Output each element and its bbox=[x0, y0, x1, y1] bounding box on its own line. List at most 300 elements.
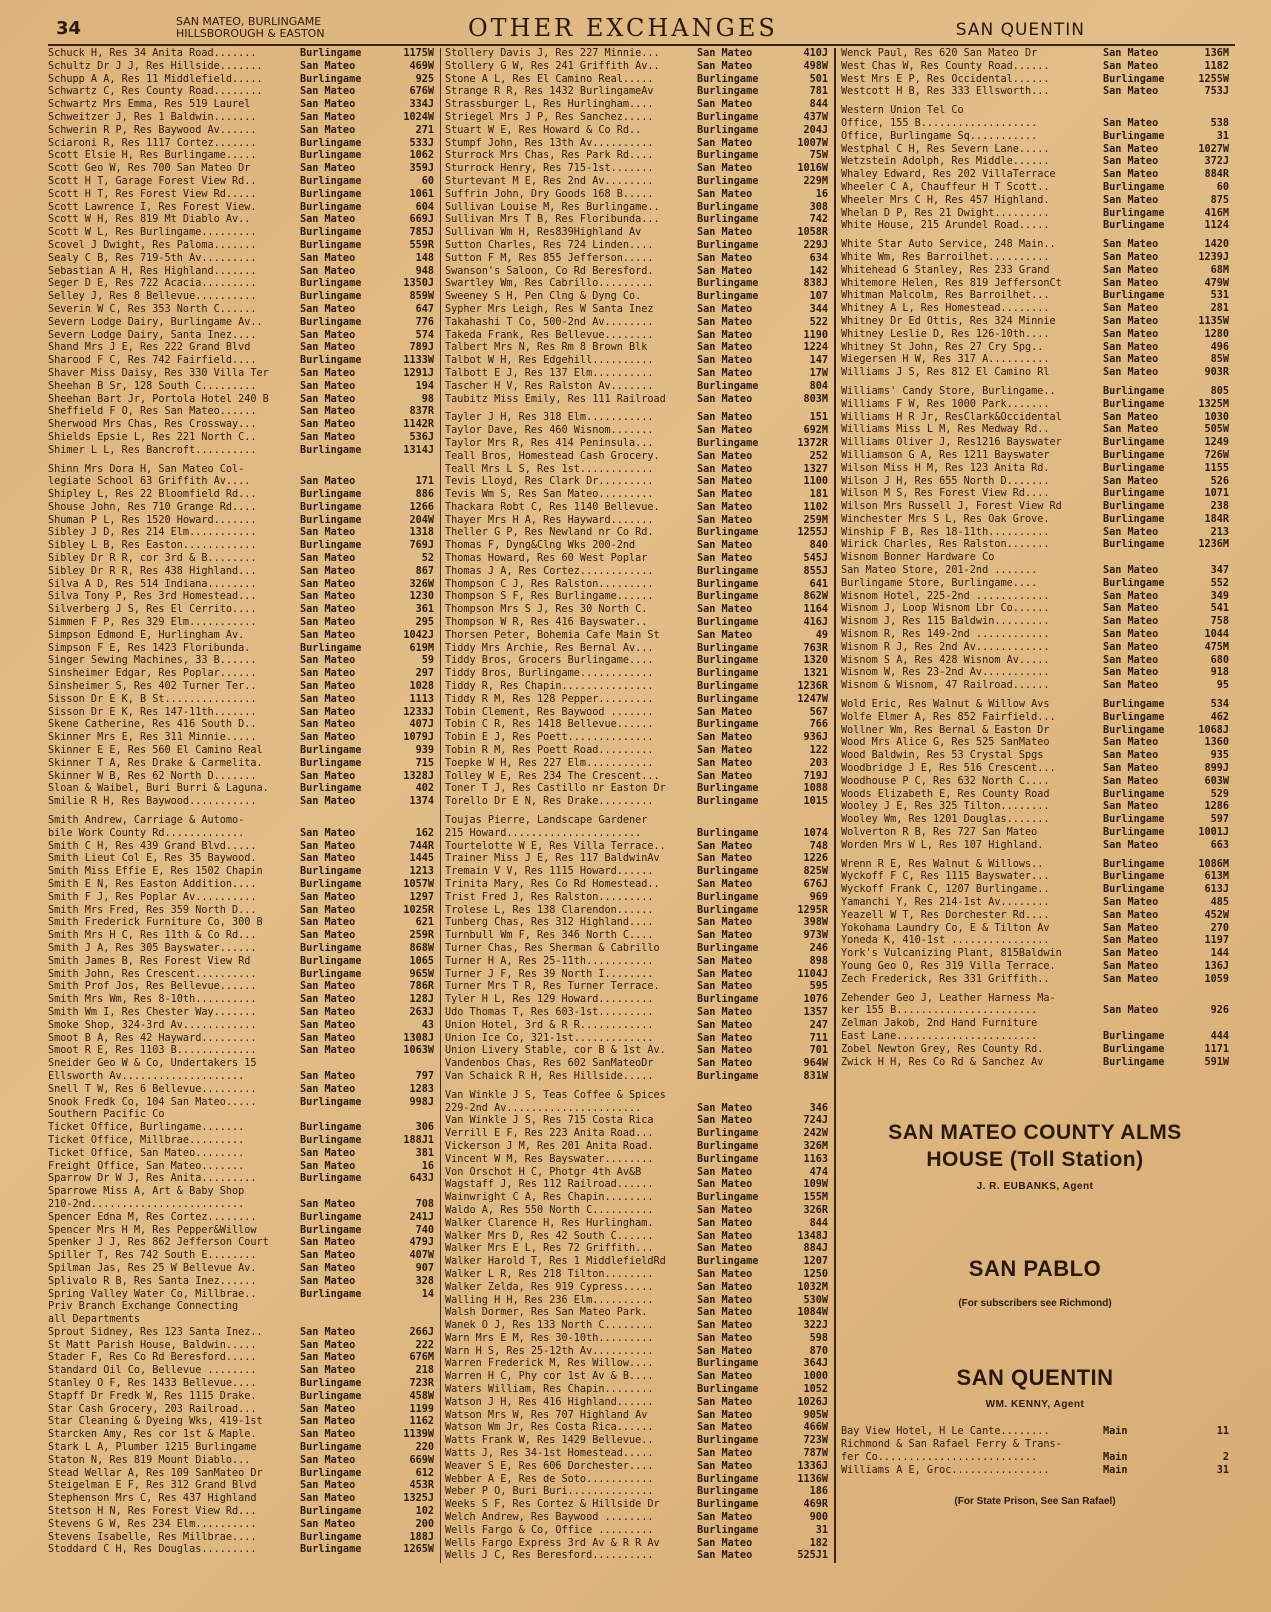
listing-exchange: San Mateo bbox=[1103, 973, 1159, 985]
listing-name: Whitney Dr Ed Ottis, Res 324 Minnie bbox=[841, 315, 1056, 327]
listing-name: Taylor Dave, Res 460 Wisnom....... bbox=[445, 425, 654, 437]
listing-row bbox=[48, 489, 434, 502]
listing-number: 643J bbox=[409, 1173, 434, 1185]
listing-exchange: San Mateo bbox=[300, 655, 356, 667]
listing-name: Walker L R, Res 218 Tilton........ bbox=[445, 1268, 654, 1280]
listing-row bbox=[48, 1161, 434, 1174]
listing-name: Bay View Hotel, H Le Cante........ bbox=[841, 1426, 1050, 1438]
listing-name: Sheffield F O, Res San Mateo...... bbox=[48, 406, 257, 418]
listing-row bbox=[48, 732, 434, 745]
listing-exchange: Burlingame bbox=[300, 1211, 362, 1223]
listing-name: Stone A L, Res El Camino Real..... bbox=[445, 73, 654, 85]
listing-name: Wenck Paul, Res 620 San Mateo Dr bbox=[841, 48, 1038, 59]
listing-row bbox=[841, 354, 1229, 367]
listing-row bbox=[445, 969, 828, 982]
listing-number: 1199 bbox=[409, 1403, 434, 1415]
listing-row bbox=[48, 1135, 434, 1148]
listing-name: Thorsen Peter, Bohemia Cafe Main St bbox=[445, 629, 660, 641]
listing-row bbox=[445, 1058, 828, 1071]
listing-exchange: San Mateo bbox=[697, 425, 753, 437]
listing-row bbox=[445, 841, 828, 854]
listing-number: 676M bbox=[409, 1352, 434, 1364]
listing-name: Stark L A, Plumber 1215 Burlingame bbox=[48, 1442, 257, 1454]
listing-name: Severin W C, Res 353 North C...... bbox=[48, 303, 257, 315]
listing-row bbox=[841, 616, 1229, 629]
listing-row bbox=[48, 841, 434, 854]
listing-exchange: San Mateo bbox=[300, 1237, 356, 1249]
listing-number bbox=[1191, 552, 1229, 565]
listing-row bbox=[48, 1186, 434, 1199]
listing-row bbox=[841, 488, 1229, 501]
listing-number: 604 bbox=[415, 201, 434, 213]
listing-name: Winship F B, Res 18-11th.......... bbox=[841, 526, 1050, 538]
listing-exchange bbox=[300, 1186, 382, 1199]
listing-exchange bbox=[1103, 1018, 1191, 1031]
listing-number: 171 bbox=[415, 476, 434, 488]
listing-exchange: San Mateo bbox=[300, 265, 356, 277]
listing-name: Tascher H V, Res Ralston Av....... bbox=[445, 380, 654, 392]
listing-row bbox=[445, 266, 828, 279]
listing-row bbox=[48, 1301, 434, 1314]
listing-name: Strange R R, Res 1432 BurlingameAv bbox=[445, 86, 654, 98]
listing-name: Wrenn R E, Res Walnut & Willows.. bbox=[841, 858, 1044, 870]
listing-exchange: Burlingame bbox=[697, 527, 759, 539]
listing-name: Wood Mrs Alice G, Res 525 SanMateo bbox=[841, 737, 1050, 749]
listing-name: Weber P O, Buri Buri.............. bbox=[445, 1486, 654, 1498]
listing-number: 241J bbox=[409, 1211, 434, 1223]
header-right: SAN QUENTIN bbox=[955, 20, 1085, 40]
listing-number: 49 bbox=[815, 629, 828, 641]
listing-number: 530W bbox=[803, 1294, 828, 1306]
listing-row bbox=[48, 1429, 434, 1442]
listing-row bbox=[48, 943, 434, 956]
listing-exchange bbox=[300, 1301, 382, 1314]
listing-name: Ellsworth Av.................... bbox=[48, 1070, 245, 1082]
listing-row bbox=[841, 680, 1229, 693]
listing-number: 1360 bbox=[1204, 737, 1229, 749]
listing-row bbox=[48, 445, 434, 458]
listing-exchange: Burlingame bbox=[1103, 449, 1165, 461]
listing-exchange: Burlingame bbox=[697, 201, 759, 213]
listing-number: 60 bbox=[1216, 181, 1229, 193]
listing-row bbox=[445, 1333, 828, 1346]
listing-exchange: Burlingame bbox=[300, 1506, 362, 1518]
listing-name: Yeazell W T, Res Dorchester Rd.... bbox=[841, 909, 1050, 921]
listing-number: 469W bbox=[409, 60, 434, 72]
listing-row bbox=[48, 1237, 434, 1250]
listing-row bbox=[48, 566, 434, 579]
listing-name: Sealy C B, Res 719-5th Av......... bbox=[48, 252, 257, 264]
listing-exchange: Burlingame bbox=[300, 879, 362, 890]
listing-exchange: San Mateo bbox=[697, 393, 753, 405]
listing-name: 210-2nd......................... bbox=[48, 1198, 245, 1210]
listing-exchange: Burlingame bbox=[300, 745, 362, 757]
listing-exchange bbox=[300, 464, 382, 477]
listing-exchange: San Mateo bbox=[300, 668, 356, 680]
listing-number: 52 bbox=[421, 553, 434, 565]
listing-number: 875 bbox=[1210, 194, 1229, 206]
listing-name: Sweeney S H, Pen Clng & Dyng Co. bbox=[445, 291, 642, 303]
listing-name: Sparrow Dr W J, Res Anita......... bbox=[48, 1173, 257, 1185]
listing-exchange: Burlingame bbox=[697, 239, 759, 251]
san-pablo-title: SAN PABLO bbox=[968, 1256, 1102, 1282]
listing-name: Sutton F M, Res 855 Jefferson..... bbox=[445, 252, 654, 264]
listing-name: Ticket Office, San Mateo........ bbox=[48, 1147, 245, 1159]
listing-row bbox=[841, 182, 1229, 195]
listing-number: 748 bbox=[809, 840, 828, 852]
listing-name: Schwartz Mrs Emma, Res 519 Laurel bbox=[48, 99, 251, 111]
listing-row bbox=[445, 815, 828, 828]
listing-row bbox=[48, 1148, 434, 1161]
listing-name: Schweitzer J, Res 1 Baldwin....... bbox=[48, 111, 257, 123]
listing-exchange: San Mateo bbox=[1103, 654, 1159, 666]
listing-number: 1207 bbox=[803, 1256, 828, 1268]
listing-row bbox=[48, 866, 434, 879]
listing-name: Weaver S E, Res 606 Dorchester.... bbox=[445, 1460, 654, 1472]
listing-exchange: Burlingame bbox=[697, 175, 759, 187]
listing-number: 102 bbox=[415, 1506, 434, 1518]
listing-name: York's Vulcanizing Plant, 815Baldwin bbox=[841, 948, 1062, 960]
listing-row bbox=[445, 630, 828, 643]
listing-row bbox=[445, 994, 828, 1007]
listing-exchange: San Mateo bbox=[1103, 763, 1159, 775]
listing-row bbox=[48, 253, 434, 266]
listing-row bbox=[445, 796, 828, 809]
listing-exchange: San Mateo bbox=[300, 1032, 356, 1044]
listing-name: Spenker J J, Res 862 Jefferson Court bbox=[48, 1237, 269, 1249]
listing-exchange: Burlingame bbox=[697, 1070, 759, 1082]
listing-name: Wheeler Mrs C H, Res 457 Highland. bbox=[841, 194, 1050, 206]
listing-name: Silva Tony P, Res 3rd Homestead... bbox=[48, 591, 257, 603]
listing-row bbox=[445, 1435, 828, 1448]
listing-exchange: San Mateo bbox=[1103, 239, 1159, 251]
listing-number: 43 bbox=[421, 1019, 434, 1031]
listing-row bbox=[48, 227, 434, 240]
listing-name: Sullivan Mrs T B, Res Floribunda... bbox=[445, 214, 660, 226]
listing-number: 1124 bbox=[1204, 220, 1229, 232]
listing-row bbox=[841, 278, 1229, 291]
listing-number: 1061 bbox=[409, 188, 434, 200]
listing-exchange: San Mateo bbox=[300, 406, 356, 418]
listing-exchange: Burlingame bbox=[300, 188, 362, 200]
listing-row bbox=[445, 189, 828, 202]
listing-number: 1063W bbox=[403, 1045, 434, 1057]
listing-name: Walling H H, Res 236 Elm.......... bbox=[445, 1294, 654, 1306]
listing-exchange: Burlingame bbox=[697, 591, 759, 603]
listing-exchange: San Mateo bbox=[697, 1006, 753, 1018]
listing-exchange: San Mateo bbox=[300, 604, 356, 616]
listing-row bbox=[841, 935, 1229, 948]
listing-name: Smith Miss Effie E, Res 1502 Chapin bbox=[48, 866, 263, 878]
listing-row bbox=[841, 1465, 1229, 1478]
listing-exchange: Burlingame bbox=[697, 642, 759, 654]
listing-name: Spilman Jas, Res 25 W Bellevue Av. bbox=[48, 1262, 257, 1274]
listing-row bbox=[445, 394, 828, 407]
listing-name: Smith Frederick Furniture Co, 300 B bbox=[48, 917, 263, 929]
listing-number: 402 bbox=[415, 783, 434, 795]
listing-exchange: Burlingame bbox=[697, 86, 759, 98]
listing-name: Trist Fred J, Res Ralston......... bbox=[445, 891, 654, 903]
listing-row bbox=[841, 48, 1229, 61]
listing-row bbox=[445, 381, 828, 394]
listing-row bbox=[841, 763, 1229, 776]
listing-name: Scott W L, Res Burlingame......... bbox=[48, 227, 257, 239]
listing-exchange: Burlingame bbox=[697, 1435, 759, 1447]
listing-row bbox=[48, 1455, 434, 1468]
listing-number: 496 bbox=[1210, 341, 1229, 353]
listing-name: Wisnom S A, Res 428 Wisnom Av..... bbox=[841, 654, 1050, 666]
listing-row bbox=[841, 712, 1229, 725]
listing-number: 466W bbox=[803, 1422, 828, 1434]
listing-name: Tunberg Chas, Res 312 Highland.... bbox=[445, 917, 654, 929]
listing-number: 1190 bbox=[803, 329, 828, 341]
listing-exchange: Burlingame bbox=[1103, 871, 1165, 883]
listing-name: Turner Mrs T R, Res Turner Terrace. bbox=[445, 981, 660, 993]
listing-exchange: Main bbox=[1103, 1451, 1128, 1463]
alms-title-line1: SAN MATEO COUNTY ALMS bbox=[888, 1121, 1182, 1145]
listing-row bbox=[48, 745, 434, 758]
listing-exchange: San Mateo bbox=[300, 553, 356, 565]
listing-exchange: San Mateo bbox=[300, 796, 356, 808]
listing-exchange: Burlingame bbox=[1103, 1030, 1165, 1042]
listing-row bbox=[445, 866, 828, 879]
listing-exchange: Main bbox=[1103, 1426, 1128, 1438]
listing-row bbox=[48, 278, 434, 291]
listing-name: Von Orschot H C, Photgr 4th Av&B bbox=[445, 1166, 642, 1178]
listing-exchange: San Mateo bbox=[697, 303, 753, 315]
listing-exchange: Burlingame bbox=[1103, 181, 1165, 193]
listing-exchange: San Mateo bbox=[697, 367, 753, 379]
listing-row bbox=[48, 617, 434, 630]
listing-number: 1236M bbox=[1198, 539, 1229, 551]
listing-row bbox=[48, 994, 434, 1007]
listing-number: 31 bbox=[815, 1524, 828, 1536]
listing-number: 1318 bbox=[409, 527, 434, 539]
listing-exchange: San Mateo bbox=[697, 1294, 753, 1306]
listing-name: Thomas J A, Res Cortez............ bbox=[445, 565, 654, 577]
listing-name: Shuman P L, Res 1520 Howard....... bbox=[48, 514, 257, 526]
header-left bbox=[176, 16, 325, 40]
listing-name: Shand Mrs J E, Res 222 Grand Blvd bbox=[48, 342, 251, 354]
listing-number: 186 bbox=[809, 1486, 828, 1498]
listing-row bbox=[48, 796, 434, 809]
listing-number: 60 bbox=[421, 175, 434, 187]
listing-exchange: Burlingame bbox=[697, 891, 759, 903]
listing-exchange: San Mateo bbox=[697, 252, 753, 264]
listing-row bbox=[841, 303, 1229, 316]
listing-name: Wheeler C A, Chauffeur H T Scott.. bbox=[841, 181, 1050, 193]
listing-number: 1136W bbox=[797, 1473, 828, 1485]
listing-number: 786R bbox=[409, 981, 434, 993]
listing-name: Stoddard C H, Res Douglas......... bbox=[48, 1544, 257, 1556]
listing-name: Wisnom & Wisnom, 47 Railroad...... bbox=[841, 680, 1050, 692]
listing-number bbox=[779, 1090, 828, 1103]
listing-number: 1007W bbox=[797, 137, 828, 149]
listing-name: Theller G P, Res Newland nr Co Rd. bbox=[445, 527, 654, 539]
listing-number bbox=[1191, 1018, 1229, 1031]
listing-exchange: San Mateo bbox=[1103, 251, 1159, 263]
listing-row bbox=[445, 412, 828, 425]
listing-name: Thackara Robt C, Res 1140 Bellevue. bbox=[445, 501, 660, 513]
listing-number: 862W bbox=[803, 591, 828, 603]
listing-row bbox=[841, 424, 1229, 437]
listing-name: White Star Auto Service, 248 Main.. bbox=[841, 239, 1056, 251]
listing-number: 1226 bbox=[803, 853, 828, 865]
listing-row bbox=[445, 438, 828, 451]
listing-row bbox=[48, 1173, 434, 1186]
listing-exchange: San Mateo bbox=[300, 1518, 356, 1530]
listing-row bbox=[841, 565, 1229, 578]
listing-name: Woodbridge J E, Res 516 Crescent... bbox=[841, 763, 1056, 775]
listing-number: 1135W bbox=[1198, 315, 1229, 327]
listing-row bbox=[445, 1320, 828, 1333]
listing-exchange: Burlingame bbox=[300, 1096, 362, 1108]
listing-row bbox=[841, 476, 1229, 489]
listing-name: Sinsheimer S, Res 402 Turner Ter.. bbox=[48, 681, 257, 693]
listing-name: Whitney Leslie D, Res 126-10th.... bbox=[841, 328, 1050, 340]
listing-name: Woods Elizabeth E, Res County Road bbox=[841, 788, 1050, 800]
listing-exchange: Burlingame bbox=[300, 955, 362, 967]
listing-row bbox=[841, 316, 1229, 329]
listing-name: Suffrin John, Dry Goods 168 B..... bbox=[445, 188, 654, 200]
listing-row bbox=[445, 1033, 828, 1046]
listing-name: Watson Mrs W, Res 707 Highland Av bbox=[445, 1409, 648, 1421]
listing-name: Vandenbos Chas, Res 602 SanMateoDr bbox=[445, 1058, 654, 1070]
listing-exchange: Burlingame bbox=[1103, 1043, 1165, 1055]
listing-name: Ticket Office, Millbrae......... bbox=[48, 1134, 245, 1146]
listing-exchange bbox=[300, 1058, 382, 1071]
listing-name: West Chas W, Res County Road...... bbox=[841, 60, 1050, 72]
listing-name: Ticket Office, Burlingame....... bbox=[48, 1122, 245, 1134]
listing-row bbox=[445, 668, 828, 681]
listing-number: 1015 bbox=[803, 796, 828, 808]
listing-number: 151 bbox=[809, 412, 828, 424]
listing-number: 1025R bbox=[403, 904, 434, 916]
listing-number: 1164 bbox=[803, 604, 828, 616]
listing-number bbox=[382, 1314, 434, 1327]
listing-row bbox=[445, 1397, 828, 1410]
listing-row bbox=[841, 265, 1229, 278]
listing-number: 16 bbox=[815, 188, 828, 200]
listing-name: Scott Elsie H, Res Burlingame..... bbox=[48, 150, 257, 162]
listing-number: 204J bbox=[803, 124, 828, 136]
listing-number: 155M bbox=[803, 1192, 828, 1204]
san-quentin-title: SAN QUENTIN bbox=[956, 1365, 1114, 1391]
listing-name: Wisnom J, Loop Wisnom Lbr Co...... bbox=[841, 603, 1050, 615]
listing-row bbox=[445, 112, 828, 125]
listing-row bbox=[445, 99, 828, 112]
listing-number: 1255W bbox=[1198, 73, 1229, 85]
listing-number: 603W bbox=[1204, 775, 1229, 787]
san-quentin-listings bbox=[841, 1426, 1229, 1477]
listing-number: 148 bbox=[415, 252, 434, 264]
listing-name: Wilson Miss H M, Res 123 Anita Rd. bbox=[841, 462, 1050, 474]
listing-exchange: San Mateo bbox=[300, 840, 356, 852]
listing-row bbox=[48, 1365, 434, 1378]
listing-number: 766 bbox=[809, 719, 828, 731]
listing-row bbox=[48, 1212, 434, 1225]
listing-name: Sibley J D, Res 214 Elm........... bbox=[48, 527, 257, 539]
listing-number: 948 bbox=[415, 265, 434, 277]
listing-exchange: San Mateo bbox=[697, 342, 753, 354]
listing-row bbox=[48, 879, 434, 892]
listing-row bbox=[48, 1084, 434, 1097]
listing-name: Smoot R E, Res 1103 B............. bbox=[48, 1045, 257, 1057]
listing-exchange: San Mateo bbox=[697, 770, 753, 782]
listing-name: Yoneda K, 410-1st ................ bbox=[841, 935, 1050, 947]
listing-row bbox=[48, 1071, 434, 1084]
listing-name: Silva A D, Res 514 Indiana........ bbox=[48, 578, 257, 590]
listing-exchange: San Mateo bbox=[697, 879, 753, 890]
listing-row bbox=[445, 86, 828, 99]
listing-number: 444 bbox=[1210, 1030, 1229, 1042]
listing-number: 182 bbox=[809, 1537, 828, 1549]
listing-number: 270 bbox=[1210, 922, 1229, 934]
listing-name: Thayer Mrs H A, Res Hayward....... bbox=[445, 514, 654, 526]
listing-exchange: San Mateo bbox=[1103, 411, 1159, 423]
listing-number: 969 bbox=[809, 891, 828, 903]
listing-exchange: Burlingame bbox=[300, 316, 362, 328]
listing-exchange: San Mateo bbox=[1103, 367, 1159, 379]
listing-row bbox=[48, 1340, 434, 1353]
listing-exchange: San Mateo bbox=[697, 1422, 753, 1434]
listing-exchange: Burlingame bbox=[697, 866, 759, 878]
listing-row bbox=[48, 368, 434, 381]
listing-row bbox=[445, 828, 828, 841]
listing-name: Stapff Dr Fredk W, Res 1115 Drake. bbox=[48, 1390, 257, 1402]
listing-name: Zobel Newton Grey, Res County Rd. bbox=[841, 1043, 1044, 1055]
listing-number: 475M bbox=[1204, 641, 1229, 653]
listing-number: 142 bbox=[809, 265, 828, 277]
listing-exchange: Burlingame bbox=[697, 1128, 759, 1140]
listing-exchange: Burlingame bbox=[300, 540, 362, 552]
listing-row bbox=[48, 681, 434, 694]
listing-name: Whitehead G Stanley, Res 233 Grand bbox=[841, 264, 1050, 276]
listing-number: 613M bbox=[1204, 871, 1229, 883]
listing-exchange: Burlingame bbox=[697, 827, 759, 839]
listing-name: Weeks S F, Res Cortez & Hillside Dr bbox=[445, 1499, 660, 1511]
listing-exchange: San Mateo bbox=[697, 1409, 753, 1421]
listing-exchange: Burlingame bbox=[697, 1153, 759, 1165]
listing-exchange: San Mateo bbox=[697, 501, 753, 513]
listing-name: Skinner W B, Res 62 North D....... bbox=[48, 770, 257, 782]
listing-number bbox=[1191, 105, 1229, 118]
listing-name: Takahashi T Co, 500-2nd Av........ bbox=[445, 316, 654, 328]
listing-exchange: San Mateo bbox=[697, 463, 753, 475]
listing-number: 903R bbox=[1204, 367, 1229, 379]
listing-row bbox=[445, 707, 828, 720]
listing-name: Wyckoff Frank C, 1207 Burlingame.. bbox=[841, 884, 1050, 896]
listing-exchange: San Mateo bbox=[697, 99, 753, 111]
listing-row bbox=[841, 974, 1229, 987]
listing-exchange: San Mateo bbox=[697, 1448, 753, 1460]
listing-name: Thompson Mrs S J, Res 30 North C. bbox=[445, 604, 648, 616]
listing-name: Stead Wellar A, Res 109 SanMateo Dr bbox=[48, 1467, 263, 1479]
listing-number: 676J bbox=[803, 879, 828, 890]
listing-name: Thompson C J, Res Ralston......... bbox=[445, 578, 654, 590]
listing-name: Smith Wm I, Res Chester Way....... bbox=[48, 1006, 257, 1018]
listing-exchange: San Mateo bbox=[1103, 839, 1159, 851]
listing-row bbox=[48, 579, 434, 592]
listing-name: Smilie R H, Res Baywood........... bbox=[48, 796, 257, 808]
listing-number: 266J bbox=[409, 1326, 434, 1338]
listing-exchange bbox=[300, 1109, 382, 1122]
listing-name: Spring Valley Water Co, Millbrae.. bbox=[48, 1288, 257, 1300]
listing-row bbox=[48, 1276, 434, 1289]
listing-exchange: Burlingame bbox=[300, 291, 362, 303]
listing-number: 1308J bbox=[403, 1032, 434, 1044]
listing-number: 1350J bbox=[403, 278, 434, 290]
